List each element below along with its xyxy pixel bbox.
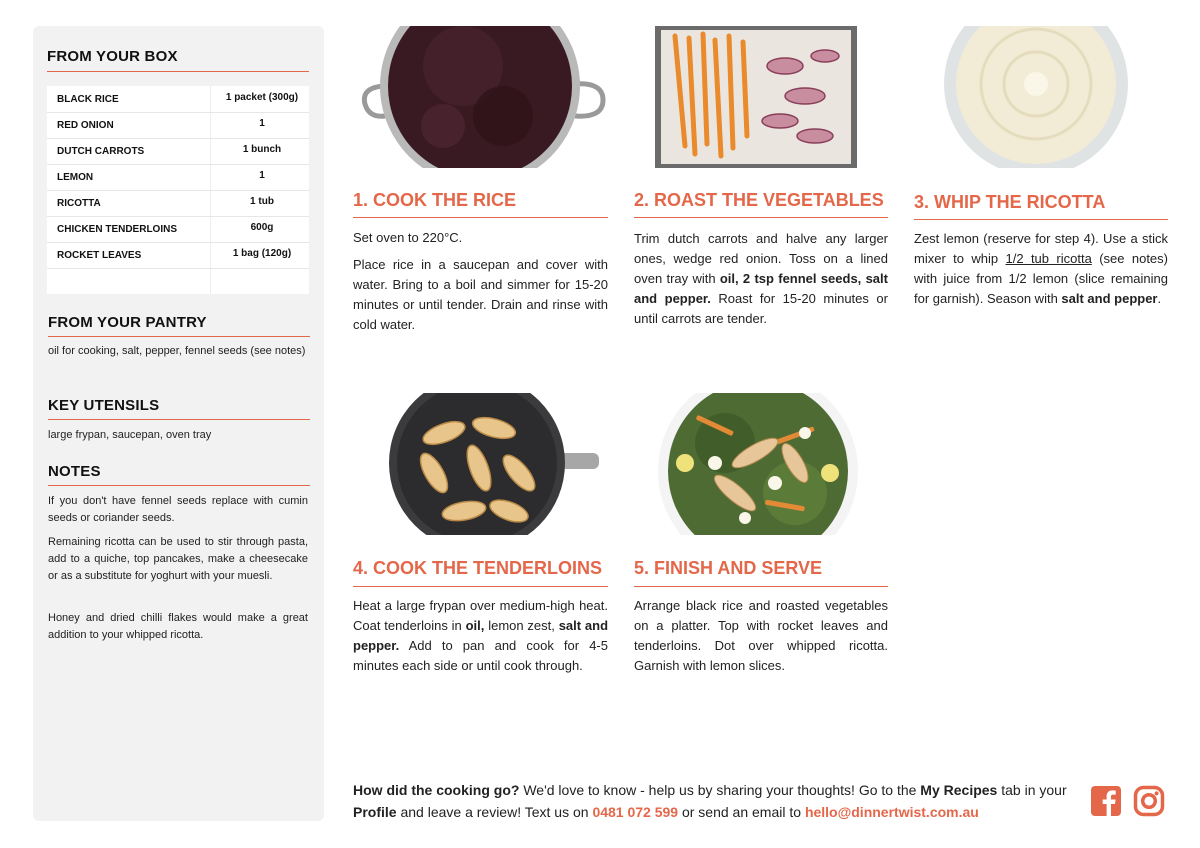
- ingredient-qty: 1: [259, 118, 265, 129]
- black-rice-saucepan-photo: [353, 26, 608, 168]
- phone-number-link[interactable]: 0481 072 599: [592, 804, 679, 820]
- ingredient-qty: 1 tub: [250, 196, 274, 207]
- footer-span: or send an email to: [678, 804, 805, 820]
- step-text-span: Roast for 15-20 minutes or until carrots are tender.: [634, 291, 888, 326]
- step-5-paragraph: Arrange black rice and roasted vegetables on a platter. Top with rocket leaves and tenderloins. Dot over whipped ricotta. Garnish with lemon slices.: [634, 598, 888, 673]
- notes-heading: NOTES: [48, 463, 101, 480]
- chicken-frypan-photo: [389, 393, 601, 535]
- feedback-lead: How did the cooking go?: [353, 782, 520, 798]
- step-text-span: (see notes) with juice from 1/2 lemon (slice remaining for garnish). Season with: [914, 251, 1168, 306]
- table-row: [47, 190, 309, 217]
- sidebar: [33, 26, 324, 821]
- step-1-text: [353, 228, 608, 342]
- whipped-ricotta-bowl-photo: [942, 26, 1130, 168]
- facebook-icon[interactable]: [1090, 785, 1122, 817]
- step-text-bold: oil,: [465, 618, 485, 633]
- ingredient-name: DUTCH CARROTS: [57, 146, 145, 157]
- note-item: Remaining ricotta can be used to stir through pasta, add to a quiche, top pancakes, make a cheesecake or as a substitute for yoghurt with your muesli.: [48, 536, 308, 582]
- heading-rule: [353, 586, 608, 587]
- heading-rule: [48, 336, 310, 337]
- heading-rule: [634, 586, 888, 587]
- utensils-text: large frypan, saucepan, oven tray: [48, 429, 212, 441]
- ingredient-name: ROCKET LEAVES: [57, 250, 142, 261]
- table-row: [47, 242, 309, 269]
- step-3-heading: 3. WHIP THE RICOTTA: [914, 192, 1106, 212]
- step-text-span: Trim dutch carrots and halve any larger ones, wedge red onion. Toss on a lined oven tray with: [634, 231, 888, 286]
- step-text-bold: salt and pepper.: [353, 618, 609, 653]
- step-text-span: Add to pan and cook for 4-5 minutes each side or until cook through.: [353, 638, 608, 673]
- step-4-heading: 4. COOK THE TENDERLOINS: [353, 558, 603, 578]
- heading-rule: [48, 419, 310, 420]
- step-1-paragraph: Place rice in a saucepan and cover with water. Bring to a boil and simmer for 15-20 minutes or until tender. Drain and rinse with cold water.: [353, 257, 608, 332]
- my-recipes-label: My Recipes: [920, 782, 998, 798]
- table-row: [47, 216, 309, 243]
- ingredient-qty: 600g: [250, 222, 274, 233]
- pantry-text: oil for cooking, salt, pepper, fennel seeds (see notes): [48, 345, 306, 357]
- instagram-icon[interactable]: [1133, 785, 1165, 817]
- step-text-span: Heat a large frypan over medium-high heat. Coat tenderloins in: [353, 598, 608, 633]
- heading-rule: [47, 71, 309, 72]
- heading-rule: [353, 217, 608, 218]
- step-3-text: [914, 229, 1168, 309]
- ingredient-name: BLACK RICE: [57, 94, 119, 105]
- step-text-bold: oil, 2 tsp fennel seeds, salt and pepper.: [634, 271, 888, 306]
- heading-rule: [48, 485, 310, 486]
- ingredient-qty: 1 bag (120g): [232, 248, 292, 259]
- footer-span: and leave a review! Text us on: [396, 804, 593, 820]
- ingredient-qty: 1 bunch: [242, 144, 282, 155]
- finished-dish-platter-photo: [655, 393, 861, 535]
- key-utensils-heading: KEY UTENSILS: [48, 397, 160, 414]
- step-text-underlined: 1/2 tub ricotta: [1005, 251, 1092, 266]
- step-5-text: [634, 596, 888, 683]
- table-row: [47, 164, 309, 191]
- ingredient-name: RICOTTA: [57, 198, 101, 209]
- table-row: [47, 86, 309, 113]
- note-item: Honey and dried chilli flakes would make a great addition to your whipped ricotta.: [48, 612, 308, 641]
- step-4-text: [353, 596, 608, 676]
- step-text-bold: salt and pepper: [1061, 291, 1158, 306]
- footer-span: We'd love to know - help us by sharing your thoughts! Go to the: [519, 782, 921, 798]
- step-1-heading: 1. COOK THE RICE: [353, 190, 517, 210]
- from-your-box-heading: FROM YOUR BOX: [47, 48, 178, 65]
- heading-rule: [914, 219, 1168, 220]
- feedback-message: [353, 779, 1078, 823]
- from-your-pantry-heading: FROM YOUR PANTRY: [48, 314, 207, 331]
- step-text-span: lemon zest,: [484, 618, 559, 633]
- table-row-empty: [47, 268, 309, 294]
- table-row: [47, 112, 309, 139]
- ingredient-qty: 1 packet (300g): [225, 92, 299, 103]
- step-1-paragraph: Set oven to 220°C.: [353, 230, 463, 245]
- step-text-span: Zest lemon (reserve for step 4). Use a stick mixer to whip: [914, 231, 1168, 266]
- ingredients-table: [47, 86, 309, 294]
- email-link[interactable]: hello@dinnertwist.com.au: [804, 804, 979, 820]
- step-text-span: .: [1157, 291, 1162, 306]
- table-row: [47, 138, 309, 165]
- ingredient-name: LEMON: [57, 172, 94, 183]
- step-2-text: [634, 229, 888, 329]
- roasted-vegetables-tray-photo: [655, 26, 857, 168]
- ingredient-name: RED ONION: [57, 120, 114, 131]
- step-2-heading: 2. ROAST THE VEGETABLES: [634, 190, 884, 210]
- profile-label: Profile: [353, 804, 397, 820]
- note-item: If you don't have fennel seeds replace with cumin seeds or coriander seeds.: [48, 495, 308, 524]
- step-5-heading: 5. FINISH AND SERVE: [634, 558, 823, 578]
- heading-rule: [634, 217, 888, 218]
- ingredient-qty: 1: [259, 170, 265, 181]
- ingredient-name: CHICKEN TENDERLOINS: [57, 224, 178, 235]
- footer-span: tab in your: [997, 782, 1067, 798]
